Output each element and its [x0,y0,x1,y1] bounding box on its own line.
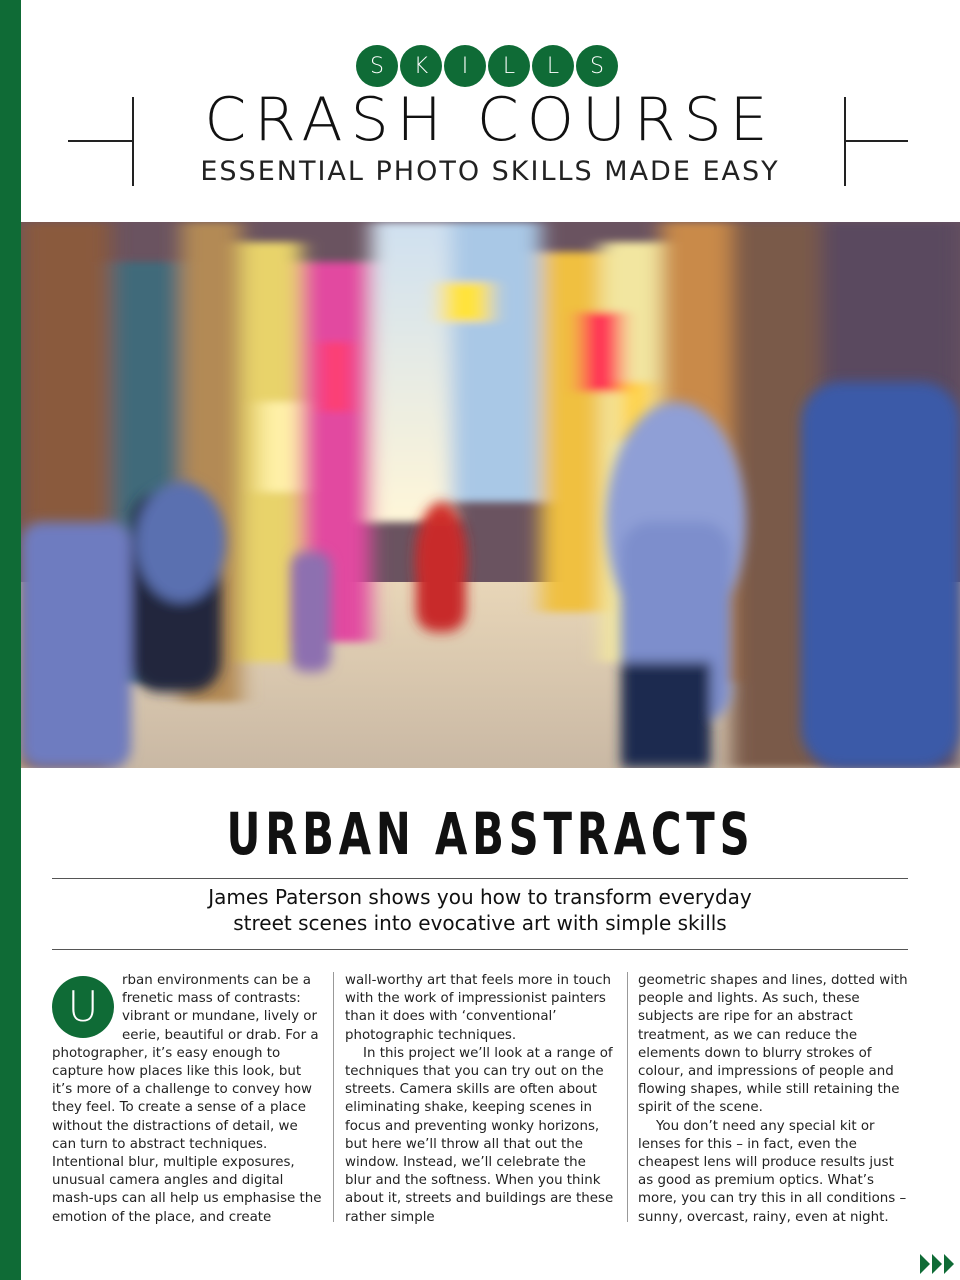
skills-letter: S [356,45,398,87]
drop-cap: U [52,976,114,1038]
skills-letter: K [400,45,442,87]
header-bracket-left [132,97,134,186]
triple-chevron-right-icon[interactable] [918,1248,960,1280]
header-rule-left [68,140,134,142]
series-title: CRASH COURSE [204,85,776,155]
skills-letter: S [576,45,618,87]
paragraph: rban environments can be a frenetic mass of contrasts: vibrant or mundane, lively or eerie, beautiful or drab. For a photographer, it’s easy enough to capture how places like this look, but it’s more of a challenge to convey how they feel. To create a sense of a place without the distractions of detail, we can turn to abstract techniques. Intentional blur, multiple exposures, unusual camera angles and digital mash-ups can all help us emphasise the emotion of the place, and create [52,973,322,1225]
article-headline: URBAN ABSTRACTS [226,800,755,868]
header-bracket-right [844,97,846,186]
header-rule-right [845,140,908,142]
column-divider [627,972,628,1222]
body-column-3 [638,972,908,1227]
paragraph: In this project we’ll look at a range of techniques that you can try out on the streets. Camera skills are often about eliminating shake, keeping scenes in focus and preventing wonky horizons, but here we’ll throw all that out the window. Instead, we’ll celebrate the blur and the softness. When you think about it, streets and buildings are these rather simple [345,1045,614,1225]
paragraph: You don’t need any special kit or lenses for this – in fact, even the cheapest lens will produce results just as good as premium optics. What’s more, you can try this in all conditions – sunny, overcast, rainy, even at night. [638,1118,907,1225]
column-divider [333,972,334,1222]
paragraph: wall-worthy art that feels more in touch with the work of impressionist painters than it does with ‘conventional’ photographic techniques. [345,973,611,1043]
skills-letter: L [532,45,574,87]
body-column-1 [52,972,322,1227]
green-side-bar [0,0,21,1280]
paragraph: geometric shapes and lines, dotted with people and lights. As such, these subjects are ripe for an abstract treatment, as we can reduce the elements down to blurry strokes of colour, and impressions of people and flowing shapes, while still retaining the spirit of the scene. [638,973,908,1116]
series-subtitle: ESSENTIAL PHOTO SKILLS MADE EASY [200,156,780,187]
blurred-street-image [21,222,960,768]
standfirst-line-1: James Paterson shows you how to transform everyday [208,885,752,909]
standfirst [52,884,908,936]
skills-section-badges [0,45,960,87]
skills-letter: I [444,45,486,87]
skills-letter: L [488,45,530,87]
hero-photo [21,222,960,768]
standfirst-rule-bottom [52,949,908,950]
standfirst-line-2: street scenes into evocative art with simple skills [233,911,727,935]
body-column-2 [345,972,615,1227]
standfirst-rule-top [52,878,908,879]
